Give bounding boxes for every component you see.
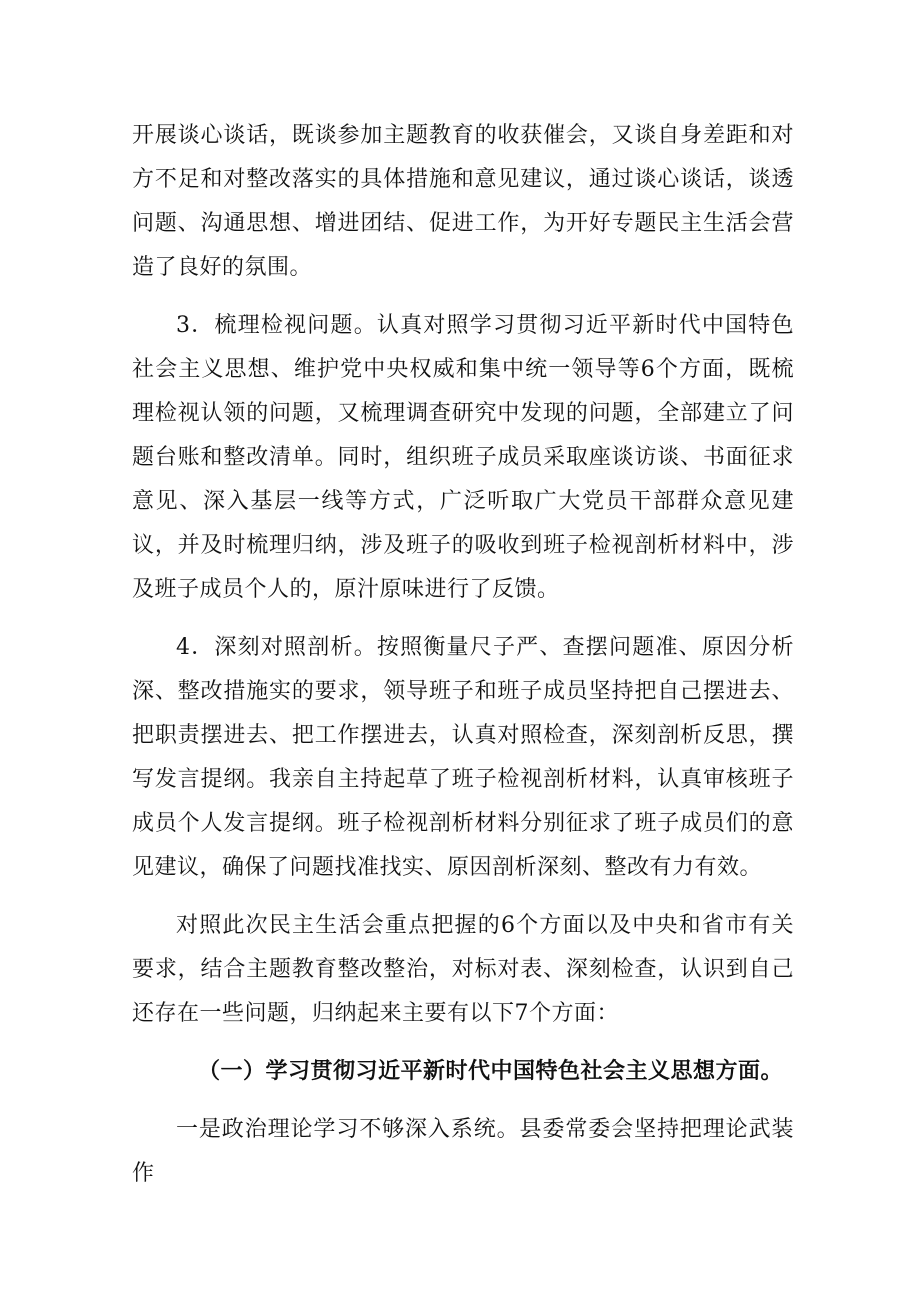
document-body bbox=[132, 114, 794, 1210]
paragraph-summary: 对照此次民主生活会重点把握的6个方面以及中央和省市有关要求，结合主题教育整改整治，对标对表、深刻检查，认识到自己还存在一些问题，归纳起来主要有以下7个方面： bbox=[132, 913, 794, 1026]
paragraph-talk: 开展谈心谈话，既谈参加主题教育的收获催会，又谈自身差距和对方不足和对整改落实的具体措施和意见建议，通过谈心谈话，谈透问题、沟通思想、增进团结、促进工作，为开好专题民主生活会营造了良好的氛围。 bbox=[132, 123, 794, 280]
section-heading: （一）学习贯彻习近平新时代中国特色社会主义思想方面。 bbox=[198, 1059, 784, 1084]
paragraph-review-issues: 3．梳理检视问题。认真对照学习贯彻习近平新时代中国特色社会主义思想、维护党中央权威和集中统一领导等6个方面，既梳理检视认领的问题，又梳理调查研究中发现的问题，全部建立了问题台账和整改清单。同时，组织班子成员采取座谈访谈、书面征求意见、深入基层一线等方式，广泛听取广大党员干部群众意见建议，并及时梳理归纳，涉及班子的吸收到班子检视剖析材料中，涉及班子成员个人的，原汁原味进行了反馈。 bbox=[132, 313, 794, 602]
paragraph-first-issue: 一是政治理论学习不够深入系统。县委常委会坚持把理论武装作 bbox=[132, 1117, 794, 1186]
paragraph-analysis: 4．深刻对照剖析。按照衡量尺子严、查摆问题准、原因分析深、整改措施实的要求，领导班子和班子成员坚持把自己摆进去、把职责摆进去、把工作摆进去，认真对照检查，深刻剖析反思，撰写发言提纲。我亲自主持起草了班子检视剖析材料，认真审核班子成员个人发言提纲。班子检视剖析材料分别征求了班子成员们的意见建议，确保了问题找准找实、原因剖析深刻、整改有力有效。 bbox=[132, 635, 794, 880]
